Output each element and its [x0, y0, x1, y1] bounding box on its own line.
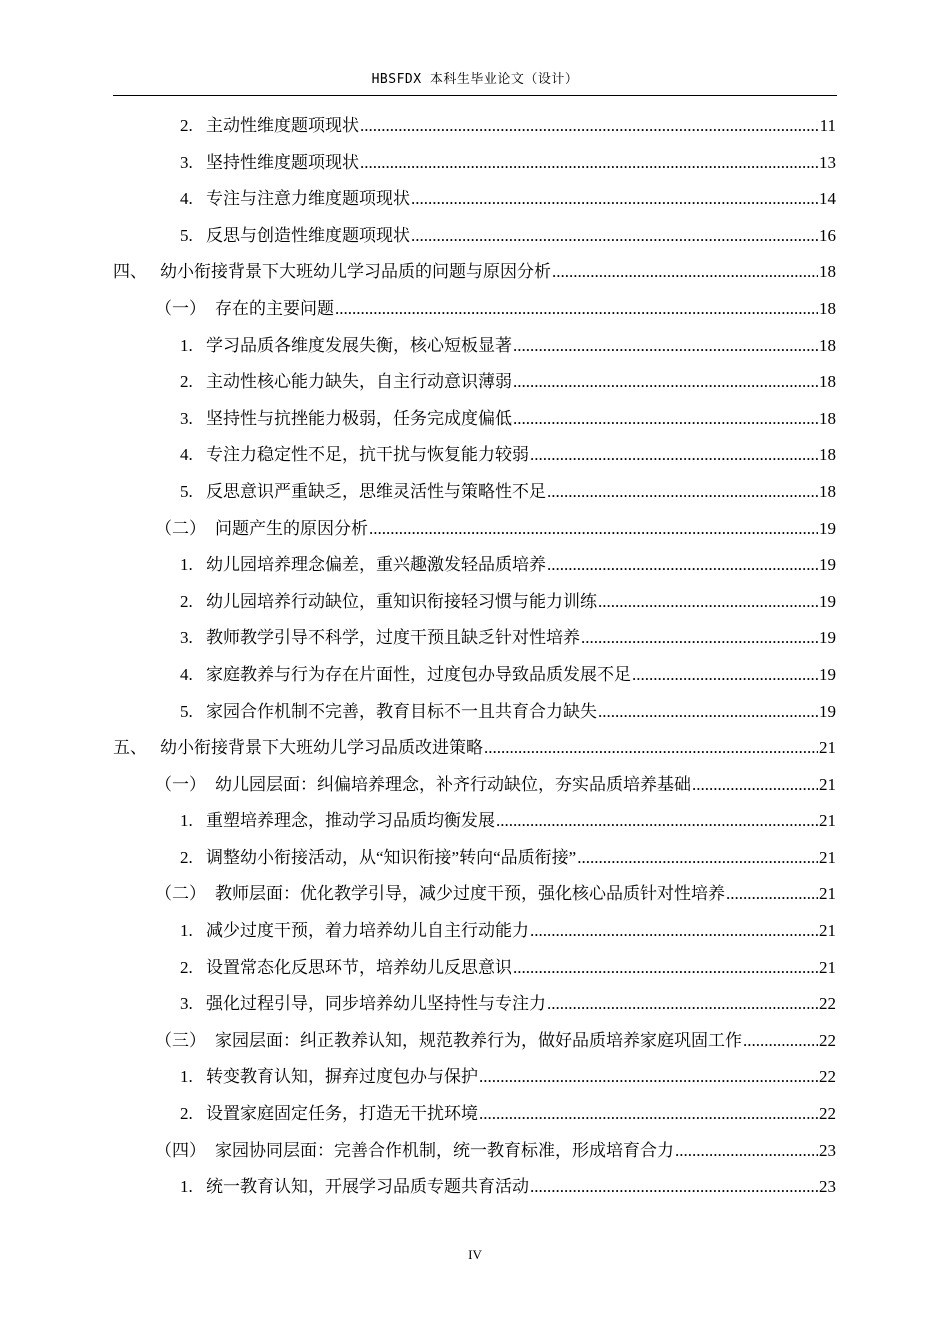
- toc-entry[interactable]: [0, 986, 950, 1023]
- toc-entry-title: 转变教育认知，摒弃过度包办与保护: [206, 1067, 478, 1087]
- toc-entry-line: [155, 291, 836, 328]
- toc-entry-number: 3.: [180, 628, 193, 648]
- toc-entry[interactable]: [0, 876, 950, 913]
- toc-entry-page: 22: [819, 994, 836, 1014]
- toc-entry-number: （二）: [155, 884, 206, 904]
- toc-entry-page: 19: [819, 518, 836, 538]
- toc-dot-leader: [692, 767, 818, 804]
- toc-dot-leader: [743, 1023, 818, 1060]
- table-of-contents: [0, 108, 950, 1206]
- toc-entry-page: 22: [819, 1067, 836, 1087]
- toc-entry-page: 19: [819, 591, 836, 611]
- toc-entry[interactable]: [0, 913, 950, 950]
- toc-entry-page: 18: [819, 481, 836, 501]
- toc-entry-title: 学习品质各维度发展失衡，核心短板显著: [206, 335, 512, 355]
- toc-entry[interactable]: [0, 291, 950, 328]
- toc-entry[interactable]: [0, 1023, 950, 1060]
- toc-entry-page: 13: [819, 152, 836, 172]
- toc-entry-number: 4.: [180, 189, 193, 209]
- toc-entry[interactable]: [0, 108, 950, 145]
- toc-entry-line: [180, 950, 836, 987]
- toc-entry-line: [180, 145, 836, 182]
- toc-entry[interactable]: [0, 474, 950, 511]
- toc-dot-leader: [479, 1096, 818, 1133]
- toc-entry-line: [180, 218, 836, 255]
- toc-entry-title: 幼儿园培养行动缺位，重知识衔接轻习惯与能力训练: [206, 591, 597, 611]
- toc-dot-leader: [513, 950, 818, 987]
- toc-entry-line: [155, 876, 836, 913]
- toc-entry-line: [180, 328, 836, 365]
- toc-entry-page: 19: [819, 664, 836, 684]
- toc-entry-title: 调整幼小衔接活动，从“知识衔接”转向“品质衔接”: [206, 847, 577, 867]
- toc-entry-line: [180, 547, 836, 584]
- toc-entry-title: 教师教学引导不科学，过度干预且缺乏针对性培养: [206, 628, 580, 648]
- toc-entry-page: 18: [819, 445, 836, 465]
- toc-entry-page: 14: [819, 189, 836, 209]
- toc-entry-page: 11: [819, 116, 836, 135]
- toc-entry-line: [180, 181, 836, 218]
- toc-entry[interactable]: [0, 767, 950, 804]
- toc-entry-line: [180, 694, 836, 731]
- toc-dot-leader: [335, 291, 818, 328]
- toc-entry-number: 3.: [180, 408, 193, 428]
- toc-entry-title: 坚持性维度题项现状: [206, 152, 359, 172]
- toc-entry[interactable]: [0, 437, 950, 474]
- toc-entry[interactable]: [0, 730, 950, 767]
- toc-entry[interactable]: [0, 328, 950, 365]
- toc-entry-number: 1.: [180, 1067, 193, 1087]
- toc-entry-page: 21: [819, 957, 836, 977]
- toc-entry[interactable]: [0, 803, 950, 840]
- toc-entry-page: 23: [819, 1177, 836, 1197]
- toc-dot-leader: [369, 511, 818, 548]
- toc-dot-leader: [530, 1169, 818, 1206]
- toc-dot-leader: [726, 876, 818, 913]
- toc-entry-line: [180, 364, 836, 401]
- toc-entry-page: 18: [819, 262, 836, 282]
- toc-entry-line: [180, 108, 836, 145]
- toc-entry[interactable]: [0, 364, 950, 401]
- toc-dot-leader: [577, 840, 818, 877]
- toc-entry-page: 18: [819, 372, 836, 392]
- toc-entry-number: 2.: [180, 847, 193, 867]
- toc-entry-title: 专注力稳定性不足，抗干扰与恢复能力较弱: [206, 445, 529, 465]
- toc-entry-page: 21: [819, 921, 836, 941]
- toc-dot-leader: [360, 145, 818, 182]
- toc-entry-line: [180, 1096, 836, 1133]
- toc-entry-number: 2.: [180, 591, 193, 611]
- toc-entry-number: 1.: [180, 921, 193, 941]
- toc-entry-number: 5.: [180, 225, 193, 245]
- toc-entry-number: （四）: [155, 1140, 206, 1160]
- toc-entry-page: 19: [819, 701, 836, 721]
- toc-entry-page: 22: [819, 1104, 836, 1124]
- toc-entry-line: [180, 1169, 836, 1206]
- toc-entry-number: 1.: [180, 555, 193, 575]
- toc-entry-title: 家园层面：纠正教养认知，规范教养行为，做好品质培养家庭巩固工作: [215, 1030, 742, 1050]
- toc-entry-page: 21: [819, 847, 836, 867]
- toc-entry-title: 幼儿园培养理念偏差，重兴趣激发轻品质培养: [206, 555, 546, 575]
- toc-entry-title: 设置家庭固定任务，打造无干扰环境: [206, 1104, 478, 1124]
- toc-entry-page: 18: [819, 408, 836, 428]
- toc-entry[interactable]: [0, 511, 950, 548]
- toc-entry[interactable]: [0, 1059, 950, 1096]
- toc-entry-line: [180, 840, 836, 877]
- toc-entry-title: 教师层面：优化教学引导，减少过度干预，强化核心品质针对性培养: [215, 884, 725, 904]
- toc-entry-line: [155, 767, 836, 804]
- toc-dot-leader: [513, 364, 818, 401]
- toc-entry-number: 2.: [180, 1104, 193, 1124]
- toc-entry-line: [180, 986, 836, 1023]
- toc-entry-title: 家园协同层面：完善合作机制，统一教育标准，形成培育合力: [215, 1140, 674, 1160]
- toc-entry-line: [180, 620, 836, 657]
- page-header: HBSFDX 本科生毕业论文（设计）: [371, 72, 579, 87]
- toc-entry-line: [180, 437, 836, 474]
- toc-entry-title: 家园合作机制不完善，教育目标不一且共育合力缺失: [206, 701, 597, 721]
- toc-entry[interactable]: [0, 1096, 950, 1133]
- toc-entry-number: 四、: [113, 262, 147, 282]
- toc-entry-number: 2.: [180, 957, 193, 977]
- toc-entry[interactable]: [0, 401, 950, 438]
- toc-entry-title: 存在的主要问题: [215, 298, 334, 318]
- toc-dot-leader: [513, 328, 818, 365]
- page-number: IV: [468, 1247, 482, 1262]
- toc-entry-number: 4.: [180, 445, 193, 465]
- toc-entry-line: [155, 1133, 836, 1170]
- toc-entry-page: 19: [819, 628, 836, 648]
- toc-entry-page: 21: [819, 884, 836, 904]
- toc-entry-title: 减少过度干预，着力培养幼儿自主行动能力: [206, 921, 529, 941]
- toc-entry-title: 坚持性与抗挫能力极弱，任务完成度偏低: [206, 408, 512, 428]
- toc-entry-line: [180, 584, 836, 621]
- toc-entry-title: 主动性核心能力缺失，自主行动意识薄弱: [206, 372, 512, 392]
- toc-entry-title: 家庭教养与行为存在片面性，过度包办导致品质发展不足: [206, 664, 631, 684]
- toc-dot-leader: [530, 913, 818, 950]
- toc-entry-title: 幼儿园层面：纠偏培养理念，补齐行动缺位，夯实品质培养基础: [215, 774, 691, 794]
- toc-entry-title: 主动性维度题项现状: [206, 116, 359, 135]
- toc-entry-line: [180, 1059, 836, 1096]
- toc-entry-line: [155, 1023, 836, 1060]
- toc-entry-page: 18: [819, 298, 836, 318]
- toc-entry-number: 1.: [180, 811, 193, 831]
- toc-entry-number: （一）: [155, 774, 206, 794]
- toc-entry-line: [180, 803, 836, 840]
- toc-dot-leader: [496, 803, 818, 840]
- toc-entry[interactable]: [0, 620, 950, 657]
- toc-entry[interactable]: [0, 254, 950, 291]
- toc-entry-page: 16: [819, 225, 836, 245]
- toc-entry-title: 专注与注意力维度题项现状: [206, 189, 410, 209]
- toc-dot-leader: [675, 1133, 818, 1170]
- toc-entry-number: 3.: [180, 994, 193, 1014]
- toc-entry-title: 反思与创造性维度题项现状: [206, 225, 410, 245]
- toc-entry[interactable]: [0, 547, 950, 584]
- toc-dot-leader: [632, 657, 818, 694]
- toc-dot-leader: [513, 401, 818, 438]
- header-divider: [113, 95, 837, 96]
- toc-entry-title: 幼小衔接背景下大班幼儿学习品质的问题与原因分析: [160, 262, 551, 282]
- toc-entry-title: 强化过程引导，同步培养幼儿坚持性与专注力: [206, 994, 546, 1014]
- toc-entry[interactable]: [0, 218, 950, 255]
- toc-entry-title: 反思意识严重缺乏，思维灵活性与策略性不足: [206, 481, 546, 501]
- toc-entry-line: [155, 511, 836, 548]
- toc-entry[interactable]: [0, 1133, 950, 1170]
- toc-entry-line: [180, 401, 836, 438]
- toc-entry-line: [113, 730, 836, 767]
- toc-dot-leader: [484, 730, 818, 767]
- toc-dot-leader: [479, 1059, 818, 1096]
- toc-entry-page: 18: [819, 335, 836, 355]
- toc-entry[interactable]: [0, 840, 950, 877]
- toc-entry-page: 21: [819, 774, 836, 794]
- toc-entry-number: （二）: [155, 518, 206, 538]
- toc-entry-title: 问题产生的原因分析: [215, 518, 368, 538]
- toc-entry-title: 统一教育认知，开展学习品质专题共育活动: [206, 1177, 529, 1197]
- toc-dot-leader: [411, 218, 818, 255]
- toc-entry-number: 五、: [113, 738, 147, 758]
- toc-dot-leader: [598, 584, 818, 621]
- toc-dot-leader: [598, 694, 818, 731]
- toc-entry-line: [180, 657, 836, 694]
- toc-entry-number: （一）: [155, 298, 206, 318]
- toc-entry-number: 5.: [180, 481, 193, 501]
- toc-dot-leader: [547, 986, 818, 1023]
- toc-dot-leader: [547, 547, 818, 584]
- toc-entry-line: [180, 474, 836, 511]
- toc-dot-leader: [547, 474, 818, 511]
- toc-entry[interactable]: [0, 657, 950, 694]
- toc-entry[interactable]: [0, 145, 950, 182]
- toc-entry-page: 21: [819, 811, 836, 831]
- toc-entry-number: 2.: [180, 116, 193, 135]
- toc-dot-leader: [530, 437, 818, 474]
- toc-entry-title: 重塑培养理念，推动学习品质均衡发展: [206, 811, 495, 831]
- toc-entry[interactable]: [0, 584, 950, 621]
- toc-entry-number: 4.: [180, 664, 193, 684]
- toc-entry[interactable]: [0, 950, 950, 987]
- toc-entry-title: 幼小衔接背景下大班幼儿学习品质改进策略: [160, 738, 483, 758]
- toc-entry[interactable]: [0, 181, 950, 218]
- toc-entry-title: 设置常态化反思环节，培养幼儿反思意识: [206, 957, 512, 977]
- toc-entry-page: 22: [819, 1030, 836, 1050]
- toc-entry[interactable]: [0, 1169, 950, 1206]
- toc-dot-leader: [581, 620, 818, 657]
- toc-entry-number: 1.: [180, 335, 193, 355]
- toc-entry-page: 23: [819, 1140, 836, 1160]
- toc-entry-number: 5.: [180, 701, 193, 721]
- toc-entry[interactable]: [0, 694, 950, 731]
- toc-dot-leader: [411, 181, 818, 218]
- toc-entry-page: 21: [819, 738, 836, 758]
- toc-entry-line: [180, 913, 836, 950]
- toc-entry-number: 3.: [180, 152, 193, 172]
- toc-entry-number: 1.: [180, 1177, 193, 1197]
- toc-dot-leader: [360, 108, 819, 145]
- toc-entry-page: 19: [819, 555, 836, 575]
- toc-entry-number: 2.: [180, 372, 193, 392]
- toc-entry-number: （三）: [155, 1030, 206, 1050]
- toc-entry-line: [113, 254, 836, 291]
- toc-dot-leader: [552, 254, 818, 291]
